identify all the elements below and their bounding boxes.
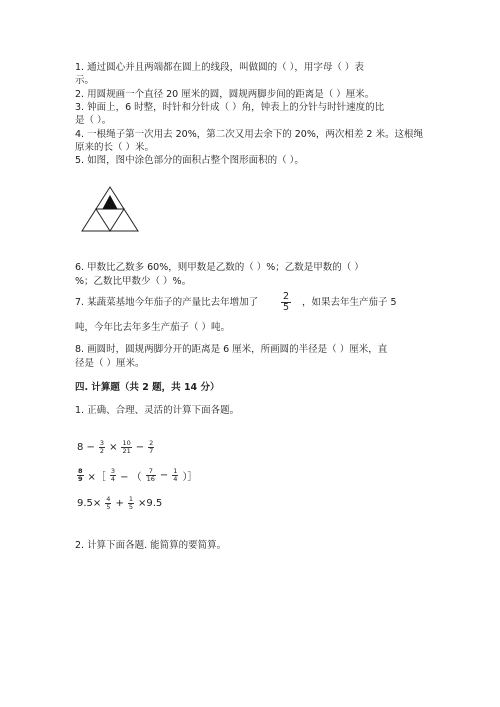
expr1-fraction-3 (148, 440, 154, 455)
expression-3 (75, 494, 164, 512)
section-4-problem-2-title: 2. 计算下面各题. 能简算的要简算。 (75, 540, 227, 551)
numerator: 4 (106, 494, 111, 503)
denominator: 2 (99, 446, 105, 455)
times-bracket: ×［ (87, 471, 106, 483)
expr2-fraction-2 (110, 468, 116, 483)
shaded-triangle (103, 196, 117, 209)
question-3-line-2: 是（ ）。 (75, 115, 112, 126)
close-brackets: ）］ (182, 471, 198, 483)
question-1-line-2: 示。 (75, 75, 95, 86)
triangle-figure (80, 185, 140, 235)
section-4-problem-1-title: 1. 正确、合理、灵活的计算下面各题。 (75, 405, 240, 416)
numerator: 10 (122, 438, 131, 447)
expr3-term-end: ×9.5 (137, 497, 163, 509)
numerator: 1 (128, 494, 133, 503)
numerator: 7 (148, 466, 153, 475)
question-4-line-2: 原来的长（ ）米。 (75, 142, 155, 153)
denominator: 7 (149, 446, 154, 455)
question-1-line-1: 1. 通过圆心并且两端都在圆上的线段，叫做圆的（ ），用字母（ ）表 (75, 62, 364, 73)
question-4-line-1: 4. 一根绳子第一次用去 20%，第二次又用去余下的 20%，两次相差 2 米。这根绳 (75, 129, 423, 140)
expr2-fraction-1 (77, 468, 84, 483)
fraction-denominator: 5 (283, 302, 290, 313)
question-6-line-1: 6. 甲数比乙数多 60%，则甲数是乙数的（ ）%；乙数是甲数的（ ） (75, 262, 364, 273)
plus-sign: + (115, 497, 124, 509)
expr1-fraction-1 (99, 440, 105, 455)
denominator: 4 (173, 474, 178, 483)
expr2-fraction-4 (172, 468, 178, 483)
middle-inverted-triangle (96, 209, 124, 231)
numerator: 1 (173, 466, 178, 475)
expr1-term: 8 − (77, 441, 95, 453)
minus-sign: − (159, 469, 169, 481)
question-2: 2. 用圆规画一个直径 20 厘米的圆，圆规两脚步间的距离是（ ）厘米。 (75, 89, 375, 100)
section-4-heading: 四. 计算题（共 2 题，共 14 分） (75, 382, 220, 393)
denominator: 5 (106, 502, 111, 511)
question-8-line-2: 径是（ ）厘米。 (75, 358, 145, 369)
expr3-fraction-1 (105, 496, 111, 511)
question-3-line-1: 3. 钟面上，6 时整，时针和分针成（ ）角，钟表上的分针与时针速度的比 (75, 102, 385, 113)
denominator: 5 (128, 502, 133, 511)
question-7-line-1-end: ，如果去年生产茄子 5 (302, 297, 397, 308)
question-5: 5. 如图，图中涂色部分的面积占整个图形面积的（ ）。 (75, 155, 304, 166)
question-7-fraction (281, 292, 291, 313)
question-6-line-2: %；乙数比甲数少（ ）%。 (75, 276, 192, 287)
question-7-line-1-start: 7. 某蔬菜基地今年茄子的产量比去年增加了 (75, 297, 259, 308)
numerator: 8 (78, 466, 83, 475)
numerator: 3 (110, 466, 116, 475)
expression-1 (75, 438, 156, 456)
expr1-fraction-2 (121, 440, 131, 455)
expr2-fraction-3 (146, 468, 156, 483)
numerator: 3 (99, 438, 105, 447)
expr3-term: 9.5× (77, 497, 102, 509)
question-8-line-1: 8. 画圆时，圆规两脚分开的距离是 6 厘米，所画圆的半径是（ ）厘米，直 (75, 344, 388, 355)
minus-sign: − (135, 441, 145, 453)
expression-2 (75, 466, 199, 484)
question-7-line-2: 吨，今年比去年多生产茄子（ ）吨。 (75, 322, 231, 333)
denominator: 16 (146, 474, 155, 483)
minus-paren: − （ (120, 471, 142, 483)
denominator: 9 (78, 474, 83, 483)
expr3-fraction-2 (128, 496, 134, 511)
times-sign: × (109, 441, 118, 453)
denominator: 4 (110, 474, 116, 483)
fraction-numerator: 2 (283, 291, 290, 302)
denominator: 21 (122, 446, 131, 455)
numerator: 2 (149, 438, 154, 447)
